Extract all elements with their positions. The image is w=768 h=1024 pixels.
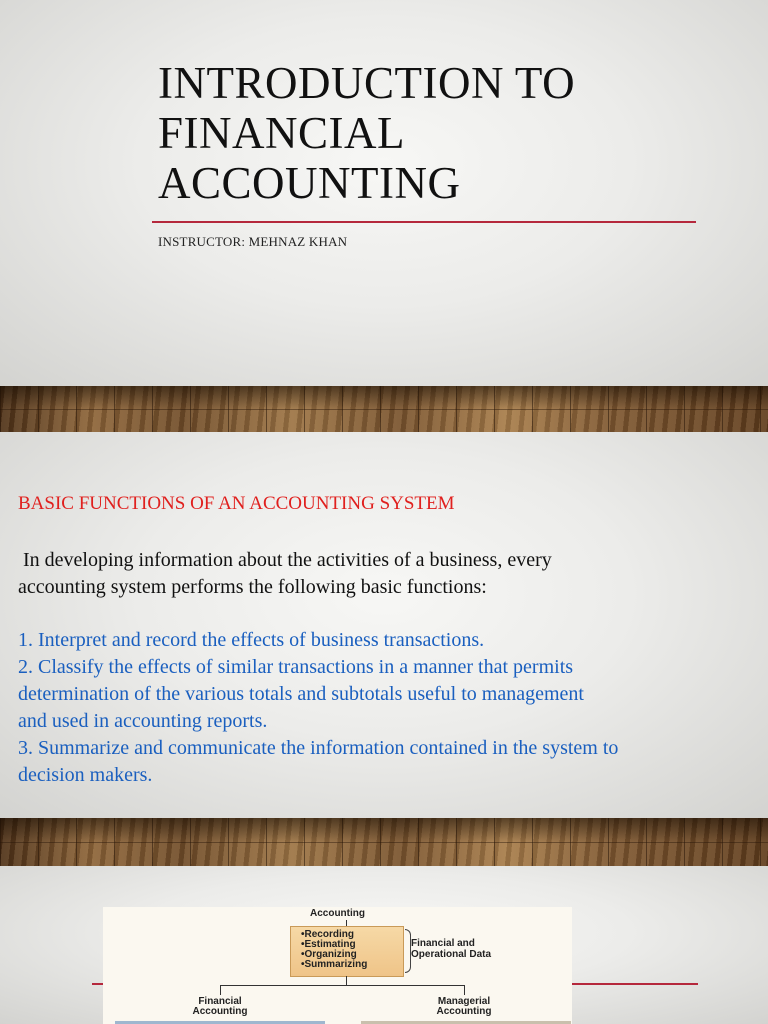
list-item-line: 2. Classify the effects of similar transactions in a manner that permits <box>18 656 574 678</box>
connector-line <box>220 985 464 986</box>
title-divider <box>152 221 696 223</box>
activity-item: • Estimating <box>301 940 403 950</box>
intro-line-2: accounting system performs the following basic functions: <box>18 576 487 598</box>
connector-line <box>464 985 465 995</box>
list-item-line: and used in accounting reports. <box>18 710 268 732</box>
list-item <box>18 654 718 735</box>
accounting-diagram <box>103 907 572 1024</box>
title-line-2: FINANCIAL <box>158 108 405 158</box>
connector-line <box>220 985 221 995</box>
leaf-line: Financial <box>198 996 242 1007</box>
diagram-root-label: Accounting <box>310 908 365 919</box>
intro-paragraph <box>18 547 708 601</box>
activities-list <box>301 930 403 970</box>
activity-item: • Summarizing <box>301 960 403 970</box>
leaf-line: Accounting <box>192 1006 248 1017</box>
activity-item: • Recording <box>301 930 403 940</box>
title-line-3: ACCOUNTING <box>158 158 461 208</box>
data-source-line: Operational Data <box>411 949 492 960</box>
activity-item: • Organizing <box>301 950 403 960</box>
list-item-line: determination of the various totals and subtotals useful to management <box>18 683 584 705</box>
leaf-line: Managerial <box>437 996 491 1007</box>
wood-floor-divider <box>0 386 768 432</box>
instructor-subtitle: INSTRUCTOR: MEHNAZ KHAN <box>158 234 348 249</box>
list-item <box>18 735 718 789</box>
activities-box <box>290 926 404 977</box>
title-line-1: INTRODUCTION TO <box>158 58 576 108</box>
list-item-line: decision makers. <box>18 764 153 786</box>
list-item <box>18 627 718 654</box>
slide-basic-functions <box>0 432 768 818</box>
list-item-line: 3. Summarize and communicate the information contained in the system to <box>18 737 619 759</box>
leaf-line: Accounting <box>436 1006 492 1017</box>
functions-list <box>18 627 718 789</box>
data-source-line: Financial and <box>411 938 475 949</box>
slide3-divider-right <box>570 983 698 985</box>
slide-title <box>0 0 768 386</box>
list-item-line: 1. Interpret and record the effects of business transactions. <box>18 629 485 651</box>
financial-accounting-label <box>160 997 280 1017</box>
intro-line-1: In developing information about the activities of a business, every <box>18 549 552 571</box>
wood-floor-divider <box>0 818 768 866</box>
data-source-label <box>411 938 491 960</box>
section-heading: BASIC FUNCTIONS OF AN ACCOUNTING SYSTEM <box>18 493 455 514</box>
slide-title-heading <box>158 58 718 208</box>
managerial-accounting-label <box>404 997 524 1017</box>
